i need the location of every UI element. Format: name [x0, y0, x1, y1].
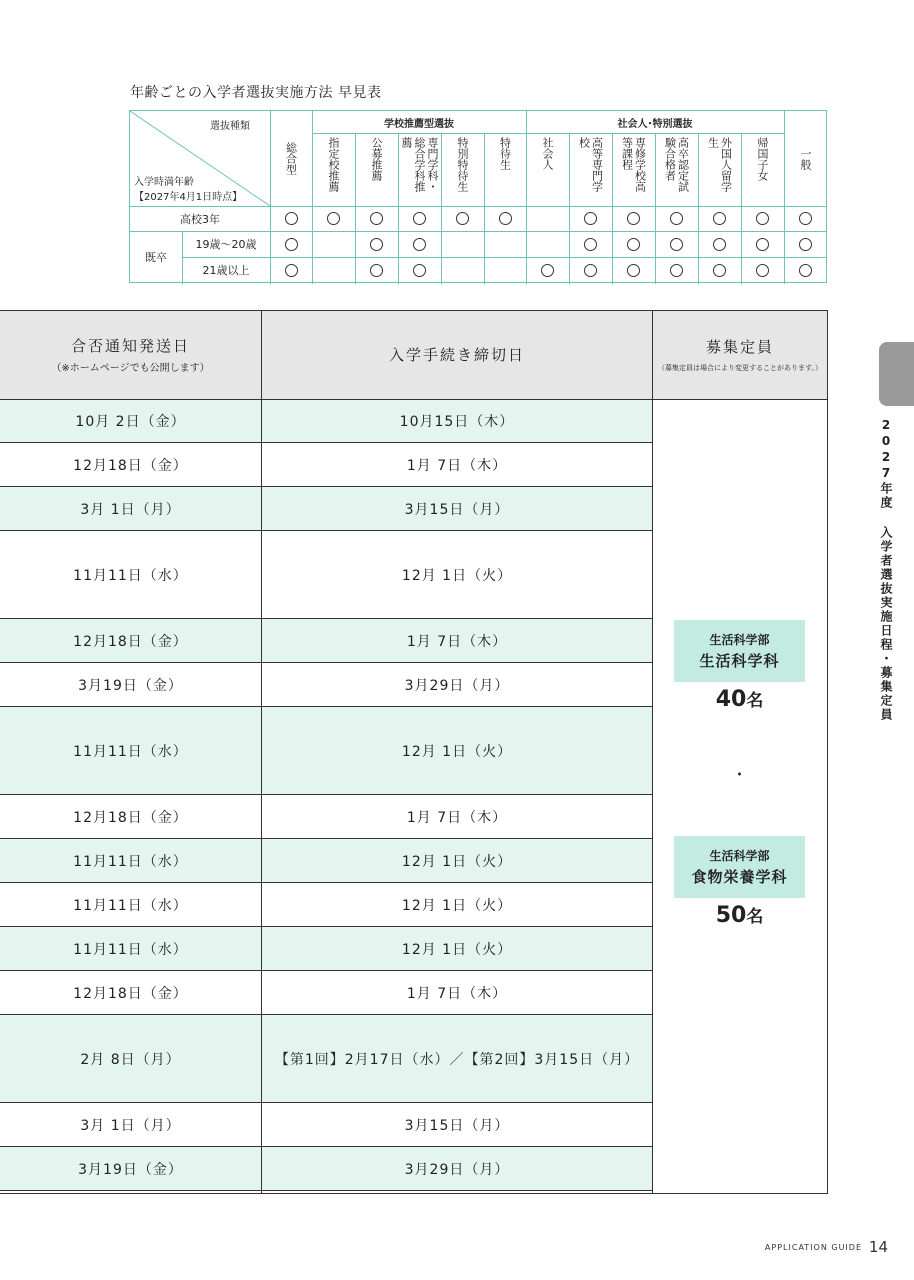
available-circle-mark — [456, 212, 469, 225]
schedule-row — [0, 531, 652, 619]
chart-group-line — [526, 133, 784, 134]
notify-date-cell: 11月11日（水） — [73, 853, 188, 870]
available-circle-mark — [799, 264, 812, 277]
chart-column-label: 特別特待生 — [456, 137, 469, 192]
notify-date-cell: 11月11日（水） — [73, 743, 188, 760]
chart-group-line — [312, 133, 526, 134]
availability-cell — [355, 257, 398, 283]
notify-date-cell: 3月19日（金） — [78, 677, 183, 694]
schedule-row — [0, 1147, 652, 1191]
chart-column-label: 外国人留学生 — [706, 137, 733, 192]
available-circle-mark — [584, 212, 597, 225]
schedule-row — [0, 795, 652, 839]
dept1-quota-unit: 名 — [746, 691, 764, 711]
header-quota-title: 募集定員 — [705, 338, 774, 356]
header-quota-note: （募集定員は場合により変更することがあります。） — [658, 364, 822, 372]
availability-cell — [741, 257, 784, 283]
table-bottom-border — [0, 1193, 828, 1194]
schedule-row — [0, 883, 652, 927]
deadline-cell: 12月 1日（火） — [401, 743, 513, 760]
availability-cell — [312, 206, 355, 231]
chart-column-label: 総合型 — [284, 142, 298, 175]
dept1-quota-number: 40 — [715, 687, 747, 712]
available-circle-mark — [413, 238, 426, 251]
side-heading: 2027年度 入学者選抜実施日程・募集定員 — [879, 418, 893, 722]
dept2-faculty: 生活科学部 — [709, 849, 770, 863]
schedule-row — [0, 707, 652, 795]
notify-date-cell: 3月 1日（月） — [80, 1117, 181, 1134]
availability-cell — [698, 231, 741, 257]
header-notify-date — [0, 310, 261, 399]
chart-column-header — [698, 137, 741, 202]
available-circle-mark — [713, 238, 726, 251]
availability-cell — [270, 206, 312, 231]
available-circle-mark — [627, 212, 640, 225]
availability-cell — [655, 257, 698, 283]
footer-guide-label: APPLICATION GUIDE — [764, 1243, 862, 1252]
notify-date-cell: 3月19日（金） — [78, 1161, 183, 1178]
chart-column-header — [784, 115, 827, 202]
schedule-row — [0, 927, 652, 971]
chart-column-label: 専門学科・総合学科推薦 — [400, 137, 439, 192]
dept1-faculty: 生活科学部 — [709, 633, 770, 647]
age-selection-chart — [129, 110, 827, 283]
availability-cell — [741, 231, 784, 257]
availability-cell — [784, 231, 827, 257]
notify-date-cell: 12月18日（金） — [73, 457, 188, 474]
schedule-row — [0, 399, 652, 443]
availability-cell — [784, 206, 827, 231]
notify-date-cell: 11月11日（水） — [73, 941, 188, 958]
chart-column-label: 特待生 — [498, 137, 512, 170]
header-deadline — [262, 310, 652, 399]
table-top-border — [0, 310, 828, 311]
schedule-row — [0, 487, 652, 531]
chart-column-header — [398, 137, 441, 202]
availability-cell — [655, 231, 698, 257]
available-circle-mark — [413, 212, 426, 225]
availability-cell — [270, 231, 312, 257]
dept2-quota-unit: 名 — [746, 907, 764, 927]
availability-cell — [741, 206, 784, 231]
available-circle-mark — [670, 264, 683, 277]
chart-column-header — [484, 137, 526, 202]
available-circle-mark — [756, 264, 769, 277]
available-circle-mark — [285, 238, 298, 251]
available-circle-mark — [670, 238, 683, 251]
chart-column-header — [441, 137, 484, 202]
header-deadline-title: 入学手続き締切日 — [388, 346, 525, 364]
deadline-cell: 3月15日（月） — [404, 501, 510, 518]
row-label-21-plus: 21歳以上 — [202, 264, 250, 277]
notify-date-cell: 12月18日（金） — [73, 985, 188, 1002]
deadline-cell: 12月 1日（火） — [401, 567, 513, 584]
table-col-divider-2 — [652, 310, 653, 1194]
deadline-cell: 1月 7日（木） — [406, 457, 508, 474]
deadline-cell: 12月 1日（火） — [401, 941, 513, 958]
available-circle-mark — [370, 212, 383, 225]
notify-date-cell: 12月18日（金） — [73, 633, 188, 650]
chart-column-header — [569, 137, 612, 202]
schedule-row — [0, 663, 652, 707]
dept2-name: 食物栄養学科 — [691, 868, 788, 886]
availability-cell — [441, 206, 484, 231]
dept-badge-nutrition — [674, 836, 805, 898]
availability-cell — [698, 206, 741, 231]
availability-cell — [612, 206, 655, 231]
availability-cell — [569, 206, 612, 231]
header-notify-title: 合否通知発送日 — [70, 337, 190, 355]
table-right-border — [827, 310, 828, 1194]
dept2-quota-number: 50 — [715, 903, 747, 928]
availability-cell — [612, 231, 655, 257]
availability-cell — [398, 231, 441, 257]
group-social-special: 社会人･特別選抜 — [617, 118, 693, 130]
chart-column-header — [312, 137, 355, 202]
schedule-row — [0, 619, 652, 663]
schedule-row — [0, 839, 652, 883]
available-circle-mark — [627, 238, 640, 251]
chart-column-label: 帰国子女 — [756, 137, 769, 181]
deadline-cell: 3月15日（月） — [404, 1117, 510, 1134]
availability-cell — [526, 257, 569, 283]
availability-cell — [612, 257, 655, 283]
dept1-name: 生活科学科 — [699, 652, 780, 670]
availability-cell — [398, 206, 441, 231]
chart-column-label: 社会人 — [541, 137, 554, 170]
available-circle-mark — [713, 212, 726, 225]
available-circle-mark — [799, 238, 812, 251]
available-circle-mark — [541, 264, 554, 277]
availability-cell — [355, 206, 398, 231]
chart-column-header — [270, 115, 312, 202]
notify-date-cell: 11月11日（水） — [73, 567, 188, 584]
deadline-cell: 1月 7日（木） — [406, 985, 508, 1002]
quota-separator: ・ — [731, 765, 748, 784]
availability-cell — [698, 257, 741, 283]
available-circle-mark — [670, 212, 683, 225]
available-circle-mark — [413, 264, 426, 277]
deadline-cell: 12月 1日（火） — [401, 897, 513, 914]
available-circle-mark — [499, 212, 512, 225]
side-index-tab — [879, 342, 914, 406]
quick-reference-title: 年齢ごとの入学者選抜実施方法 早見表 — [130, 85, 382, 101]
availability-cell — [355, 231, 398, 257]
chart-column-label: 高卒認定試験合格者 — [663, 137, 690, 192]
schedule-row — [0, 443, 652, 487]
availability-cell — [569, 257, 612, 283]
available-circle-mark — [584, 264, 597, 277]
deadline-cell: 12月 1日（火） — [401, 853, 513, 870]
table-header-border — [0, 399, 828, 400]
header-notify-note: （※ホームページでも公開します） — [51, 363, 210, 374]
header-quota — [653, 310, 827, 399]
deadline-cell: 1月 7日（木） — [406, 809, 508, 826]
available-circle-mark — [327, 212, 340, 225]
row-label-19-20: 19歳〜20歳 — [195, 238, 257, 251]
schedule-row — [0, 1103, 652, 1147]
chart-column-label: 専修学校高等課程 — [620, 137, 647, 192]
deadline-cell: 10月15日（木） — [399, 413, 515, 430]
available-circle-mark — [799, 212, 812, 225]
available-circle-mark — [756, 212, 769, 225]
chart-column-header — [526, 137, 569, 202]
dept1-quota — [674, 686, 805, 712]
chart-column-label: 公募推薦 — [370, 137, 383, 181]
deadline-cell: 3月29日（月） — [404, 677, 510, 694]
notify-date-cell: 2月 8日（月） — [80, 1051, 181, 1068]
chart-column-header — [655, 137, 698, 202]
group-school-recommendation: 学校推薦型選抜 — [384, 118, 454, 130]
chart-column-label: 一般 — [799, 147, 812, 170]
schedule-row — [0, 1015, 652, 1103]
corner-label-age: 入学時満年齢 — [134, 177, 194, 188]
chart-column-header — [612, 137, 655, 202]
chart-column-header — [741, 137, 784, 202]
availability-cell — [398, 257, 441, 283]
notify-date-cell: 10月 2日（金） — [75, 413, 186, 430]
available-circle-mark — [584, 238, 597, 251]
notify-date-cell: 3月 1日（月） — [80, 501, 181, 518]
page-number: 14 — [868, 1238, 888, 1256]
deadline-cell: 3月29日（月） — [404, 1161, 510, 1178]
available-circle-mark — [627, 264, 640, 277]
available-circle-mark — [713, 264, 726, 277]
row-label-hs3: 高校3年 — [180, 212, 220, 226]
availability-cell — [784, 257, 827, 283]
available-circle-mark — [285, 264, 298, 277]
availability-cell — [569, 231, 612, 257]
notify-date-cell: 12月18日（金） — [73, 809, 188, 826]
dept2-quota — [674, 902, 805, 928]
available-circle-mark — [756, 238, 769, 251]
dept-badge-life-science — [674, 620, 805, 682]
available-circle-mark — [370, 238, 383, 251]
table-col-divider-1 — [261, 310, 262, 1194]
row-label-graduate: 既卒 — [145, 251, 167, 264]
availability-cell — [655, 206, 698, 231]
chart-column-header — [355, 137, 398, 202]
available-circle-mark — [370, 264, 383, 277]
corner-label-date: 【2027年4月1日時点】 — [134, 192, 243, 203]
deadline-cell: 1月 7日（木） — [406, 633, 508, 650]
deadline-cell: 【第1回】2月17日（水）／【第2回】3月15日（月） — [274, 1051, 640, 1068]
available-circle-mark — [285, 212, 298, 225]
schedule-row — [0, 971, 652, 1015]
schedule-table — [0, 310, 828, 1194]
chart-column-label: 高等専門学校 — [577, 137, 604, 192]
availability-cell — [270, 257, 312, 283]
notify-date-cell: 11月11日（水） — [73, 897, 188, 914]
chart-column-label: 指定校推薦 — [327, 137, 340, 192]
availability-cell — [484, 206, 526, 231]
corner-label-selection-type: 選抜種類 — [210, 121, 250, 132]
